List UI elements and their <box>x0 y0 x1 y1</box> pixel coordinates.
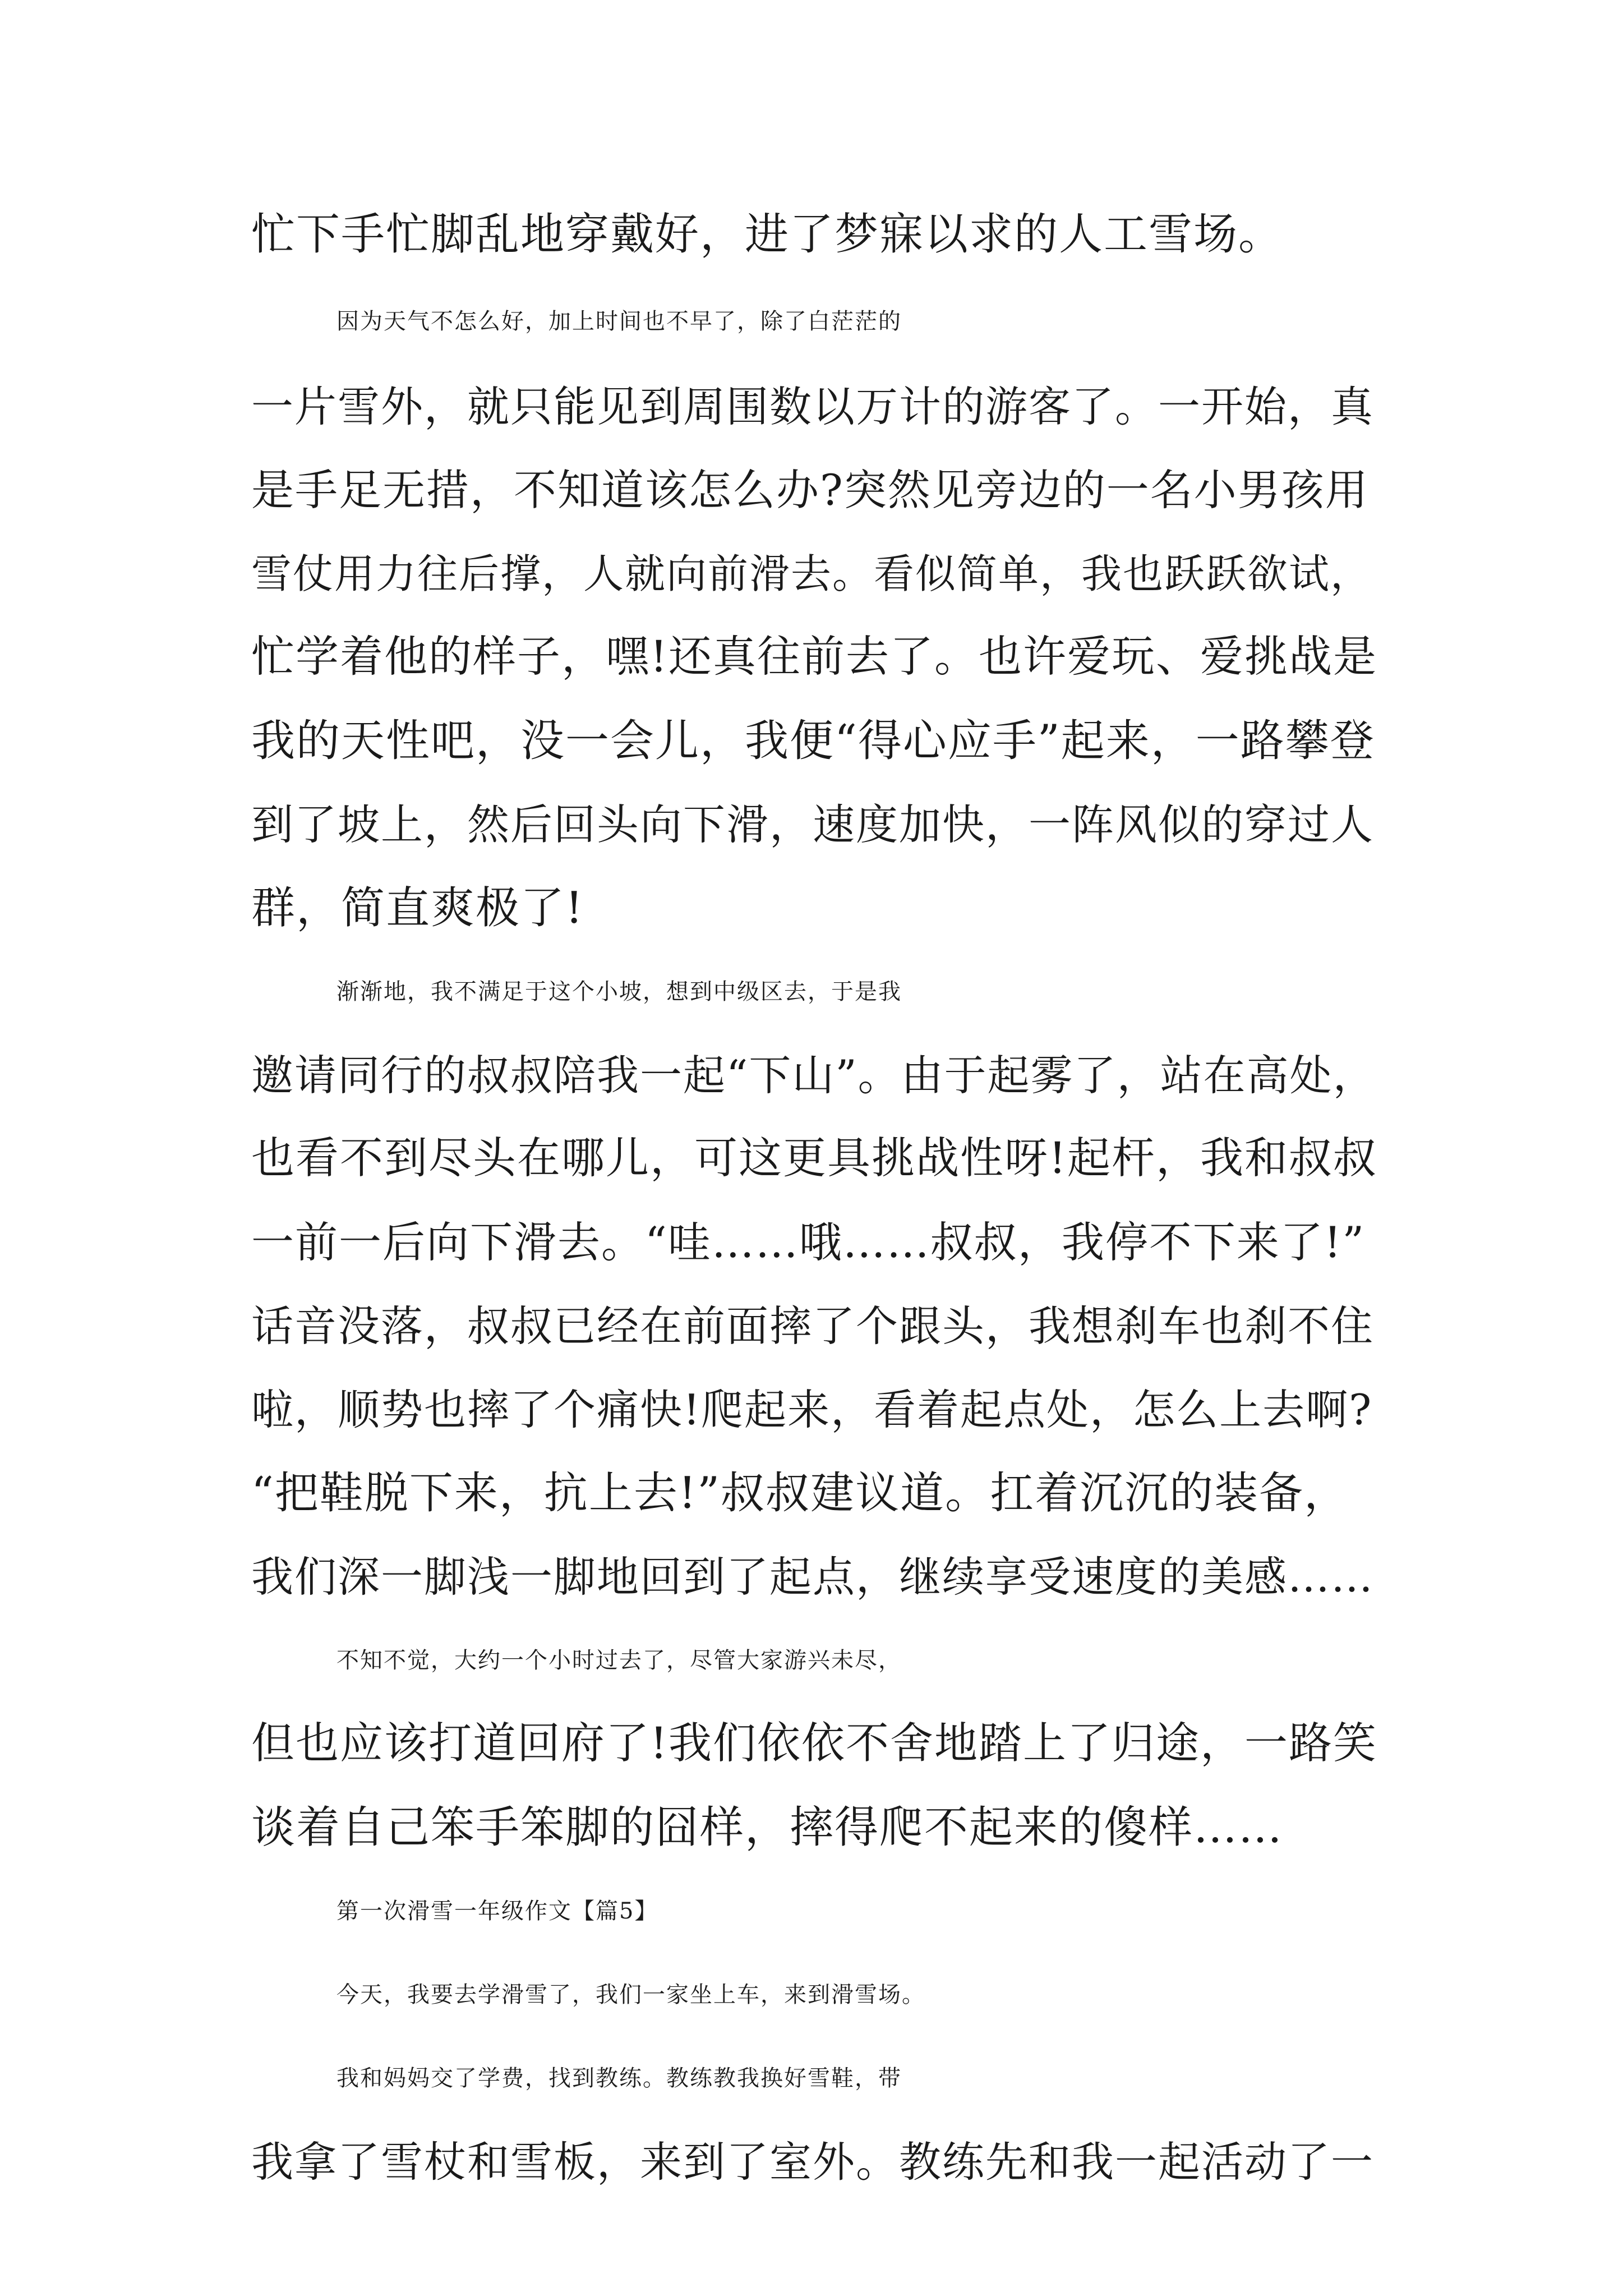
text-line-7: 我的天性吧，没一会儿，我便“得心应手”起来，一路攀登 <box>251 716 1375 766</box>
text-line-24: 我拿了雪杖和雪板，来到了室外。教练先和我一起活动了一 <box>251 2137 1375 2187</box>
text-line-20: 谈着自己笨手笨脚的囧样，摔得爬不起来的傻样…… <box>251 1802 1284 1853</box>
text-line-12: 也看不到尽头在哪儿，可这更具挑战性呀!起杆，我和叔叔 <box>251 1134 1377 1184</box>
text-line-13: 一前一后向下滑去。“哇……哦……叔叔，我停不下来了!” <box>251 1217 1366 1267</box>
text-line-4: 是手足无措，不知道该怎么办?突然见旁边的一名小男孩用 <box>251 465 1369 515</box>
text-line-17: 我们深一脚浅一脚地回到了起点，继续享受速度的美感…… <box>251 1552 1375 1602</box>
text-line-5: 雪仗用力往后撑，人就向前滑去。看似简单，我也跃跃欲试， <box>251 550 1372 597</box>
text-line-15: 啦，顺势也摔了个痛快!爬起来，看着起点处，怎么上去啊? <box>251 1385 1373 1434</box>
text-line-22: 今天，我要去学滑雪了，我们一家坐上车，来到滑雪场。 <box>336 1982 925 2008</box>
text-line-14: 话音没落，叔叔已经在前面摔了个跟头，我想刹车也刹不住 <box>251 1301 1375 1351</box>
text-line-23: 我和妈妈交了学费，找到教练。教练教我换好雪鞋，带 <box>336 2065 902 2091</box>
text-line-16: “把鞋脱下来，抗上去!”叔叔建议道。扛着沉沉的装备， <box>251 1468 1349 1519</box>
text-line-9: 群，简直爽极了! <box>251 883 584 933</box>
text-line-11: 邀请同行的叔叔陪我一起“下山”。由于起雾了，站在高处， <box>251 1051 1376 1100</box>
section-heading: 第一次滑雪一年级作文【篇5】 <box>336 1898 658 1924</box>
text-line-18: 不知不觉，大约一个小时过去了，尽管大家游兴未尽， <box>336 1648 902 1673</box>
text-line-1: 忙下手忙脚乱地穿戴好，进了梦寐以求的人工雪场。 <box>251 209 1284 260</box>
text-line-8: 到了坡上，然后回头向下滑，速度加快，一阵风似的穿过人 <box>251 800 1375 849</box>
text-line-19: 但也应该打道回府了!我们依依不舍地踏上了归途，一路笑 <box>251 1719 1377 1769</box>
text-line-2: 因为天气不怎么好，加上时间也不早了，除了白茫茫的 <box>336 309 902 334</box>
text-line-6: 忙学着他的样子，嘿!还真往前去了。也许爱玩、爱挑战是 <box>251 632 1377 682</box>
text-line-10: 渐渐地，我不满足于这个小坡，想到中级区去，于是我 <box>336 979 902 1005</box>
text-line-3: 一片雪外，就只能见到周围数以万计的游客了。一开始，真 <box>251 382 1375 431</box>
